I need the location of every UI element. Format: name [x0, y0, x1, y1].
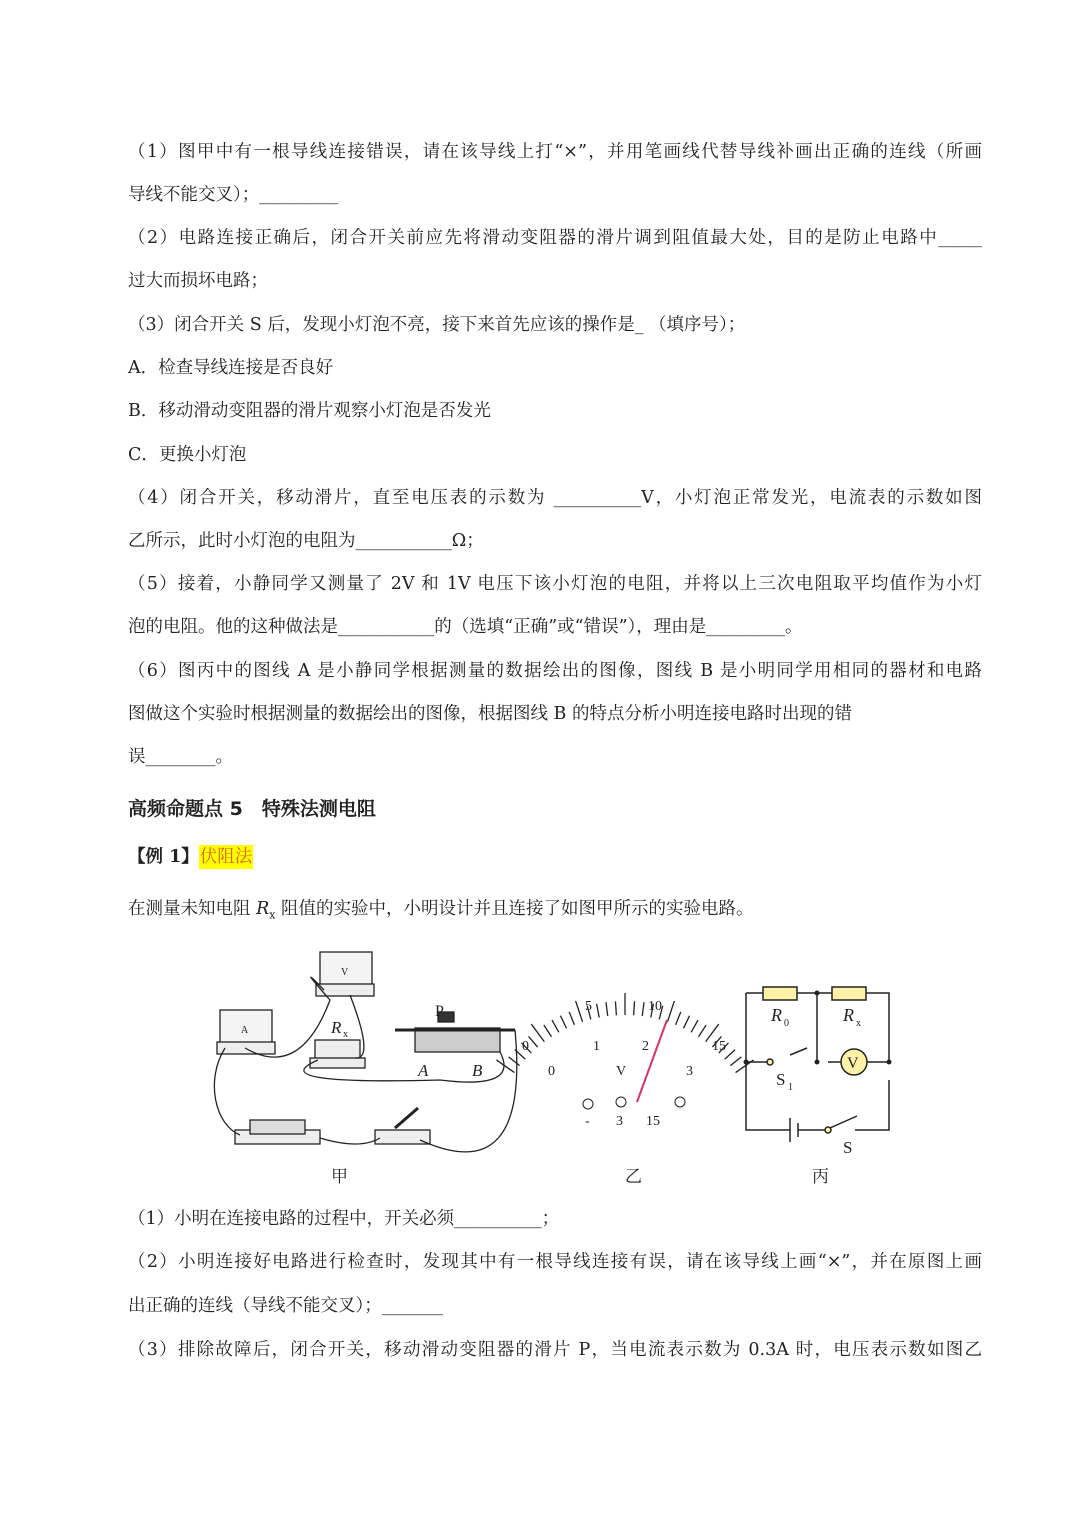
question-5: （5）接着，小静同学又测量了 2V 和 1V 电压下该小灯泡的电阻，并将以上三次电阻取平均值作为小灯 — [128, 574, 982, 594]
part2-question-2-cont: 出正确的连线（导线不能交叉）；_______ — [128, 1296, 443, 1316]
figure-yi-voltmeter-dial — [496, 993, 753, 1129]
question-3: （3）闭合开关 S 后，发现小灯泡不亮，接下来首先应该的操作是_ （填序号）； — [128, 315, 746, 335]
top-tick-0: 0 — [522, 1039, 529, 1054]
option-c: C．更换小灯泡 — [128, 445, 247, 465]
switch-s1-sub: 1 — [788, 1082, 793, 1093]
question-6: （6）图丙中的图线 A 是小静同学根据测量的数据绘出的图像，图线 B 是小明同学用相同的器材和电路 — [128, 661, 982, 681]
dial-tick — [544, 1025, 552, 1037]
intro-var: R — [256, 899, 270, 919]
dial-tick — [667, 1001, 674, 1022]
question-1: （1）图甲中有一根导线连接错误，请在该导线上打“×”，并用笔画线代替导线补画出正确的连线（所画 — [128, 142, 982, 162]
question-1-cont: 导线不能交叉）；_________ — [128, 185, 338, 205]
intro-sub: x — [269, 908, 276, 922]
rx-circuit-label: R — [843, 1005, 854, 1025]
r0-label: R — [771, 1005, 782, 1025]
option-a: A．检查导线连接是否良好 — [128, 358, 334, 378]
dial-tick — [569, 1012, 574, 1025]
dial-tick — [683, 1016, 689, 1029]
terminal-a-label: A — [418, 1061, 429, 1080]
intro-text — [128, 897, 982, 928]
voltmeter-label: V — [341, 967, 349, 978]
question-5-cont: 泡的电阻。他的这种做法是___________的（选填“正确”或“错误”），理由是_________。 — [128, 617, 803, 637]
slider-p-label: P — [435, 1003, 444, 1020]
unit-label: V — [616, 1064, 627, 1079]
terminal-b-label: B — [472, 1061, 483, 1080]
dial-tick — [576, 1001, 583, 1022]
rx-label: R — [331, 1018, 342, 1037]
dial-tick — [529, 1036, 538, 1047]
r0-sub: 0 — [784, 1018, 789, 1029]
figure-jia — [214, 952, 516, 1152]
terminal-15: 15 — [646, 1114, 660, 1129]
part2-question-3: （3）排除故障后，闭合开关，移动滑动变阻器的滑片 P，当电流表示数为 0.3A 时，电压表示数如图乙 — [128, 1340, 982, 1360]
switch-s1-label: S — [776, 1070, 786, 1089]
rx-sub: x — [343, 1029, 348, 1040]
top-tick-10: 10 — [648, 999, 662, 1014]
dial-tick — [615, 1001, 616, 1015]
figure — [200, 940, 920, 1190]
section-heading: 高频命题点 5 特殊法测电阻 — [128, 798, 376, 820]
dial-tick — [725, 1050, 735, 1059]
dial-tick — [597, 1004, 600, 1018]
bottom-tick-1: 1 — [593, 1039, 600, 1054]
dial-tick — [699, 1025, 707, 1037]
dial-tick — [531, 1024, 544, 1042]
resistor-r0 — [763, 987, 797, 1000]
question-2: （2）电路连接正确后，闭合开关前应先将滑动变阻器的滑片调到阻值最大处，目的是防止电路中_____ — [128, 228, 982, 248]
example-title — [128, 845, 982, 869]
dial-tick — [560, 1016, 566, 1029]
question-2-cont: 过大而损坏电路； — [128, 271, 268, 291]
dial-tick — [509, 1057, 520, 1066]
part2-question-2: （2）小明连接好电路进行检查时，发现其中有一根导线连接有误，请在该导线上画“×”，并在原图上画 — [128, 1252, 982, 1272]
dial-tick — [691, 1020, 698, 1032]
switch-s-label: S — [843, 1138, 853, 1157]
bottom-tick-2: 2 — [642, 1039, 649, 1054]
dial-tick — [606, 1002, 608, 1016]
ammeter-label: A — [241, 1025, 249, 1036]
dial-tick — [552, 1020, 559, 1032]
terminal-3: 3 — [616, 1114, 623, 1129]
intro-after: 阻值的实验中，小明设计并且连接了如图甲所示的实验电路。 — [275, 899, 754, 919]
dial-tick — [642, 1002, 644, 1016]
caption-bing: 丙 — [812, 1167, 829, 1186]
rx-circuit-sub: x — [856, 1018, 861, 1029]
dial-tick — [676, 1012, 681, 1025]
resistor-rx — [832, 987, 866, 1000]
dial-tick — [496, 1060, 514, 1073]
dial-tick — [634, 1001, 635, 1015]
needle — [637, 1020, 667, 1102]
terminal-minus: - — [585, 1114, 590, 1129]
figure-bing-circuit — [744, 987, 892, 1157]
question-4: （4）闭合开关，移动滑片，直至电压表的示数为 __________V，小灯泡正常发光，电流表的示数如图 — [128, 488, 982, 508]
option-b: B．移动滑动变阻器的滑片观察小灯泡是否发光 — [128, 401, 491, 421]
caption-jia: 甲 — [331, 1167, 348, 1186]
intro-before: 在测量未知电阻 — [128, 899, 257, 919]
part2-question-1: （1）小明在连接电路的过程中，开关必须__________； — [128, 1209, 560, 1229]
question-6-cont2: 误________。 — [128, 747, 233, 767]
top-tick-15: 15 — [712, 1039, 726, 1054]
voltmeter-v-label: V — [847, 1055, 859, 1072]
question-6-cont: 图做这个实验时根据测量的数据绘出的图像，根据图线 B 的特点分析小明连接电路时出现的错 — [128, 704, 852, 724]
caption-yi: 乙 — [625, 1167, 642, 1186]
example-label: 【例 1】 — [128, 847, 199, 867]
example-method: 伏阻法 — [199, 847, 253, 867]
bottom-tick-0: 0 — [548, 1064, 555, 1079]
top-tick-5: 5 — [585, 999, 592, 1014]
bottom-tick-3: 3 — [686, 1064, 693, 1079]
dial-tick — [730, 1057, 741, 1066]
question-4-cont: 乙所示，此时小灯泡的电阻为___________Ω； — [128, 531, 484, 551]
